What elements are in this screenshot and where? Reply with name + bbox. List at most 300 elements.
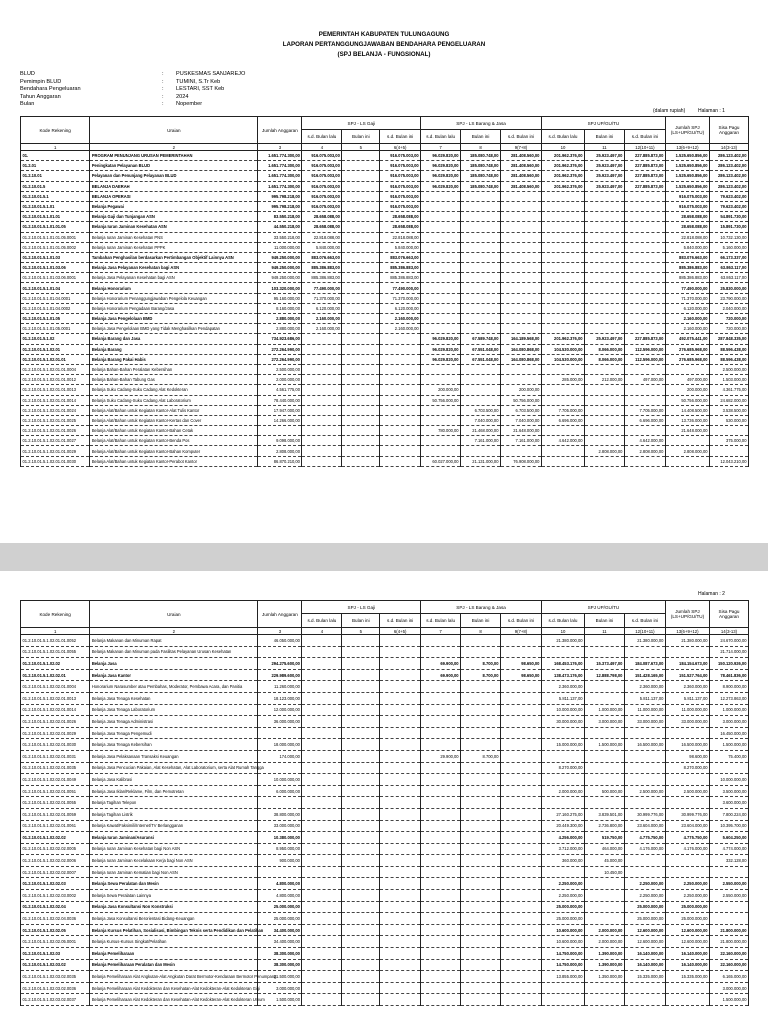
amount-cell [585, 252, 625, 262]
amount-cell [421, 436, 461, 446]
amount-cell [380, 878, 421, 890]
amount-cell [302, 808, 342, 820]
amount-cell [461, 994, 501, 1006]
amount-cell [342, 283, 380, 293]
amount-cell: 885.386.883,00 [302, 273, 342, 283]
account-code: 01.2.10.01.5.1.02.02.03.0002 [21, 890, 90, 902]
col-number: 14(3-13) [710, 144, 749, 151]
amount-cell [585, 797, 625, 809]
amount-cell [302, 890, 342, 902]
amount-cell: 25.830.000,00 [710, 283, 749, 293]
amount-cell: 497.000,00 [665, 375, 709, 385]
amount-cell: 15.335.000,00 [624, 971, 665, 983]
amount-cell: 995.798.218,00 [258, 201, 302, 211]
amount-cell [421, 232, 461, 242]
amount-cell [302, 785, 342, 797]
amount-cell: 276.685.968,00 [665, 354, 709, 364]
amount-cell [500, 843, 541, 855]
amount-cell [302, 878, 342, 890]
amount-cell: 916.075.003,00 [380, 161, 421, 171]
amount-cell [258, 727, 302, 739]
amount-cell: 164.080.868,00 [500, 354, 541, 364]
amount-cell [421, 808, 461, 820]
account-code: 01.2.01 [21, 161, 90, 171]
amount-cell: 164.189.568,00 [500, 334, 541, 344]
account-description: Belanja Alat/Bahan untuk Kegiatan Kantor-Perabot Kantor [90, 456, 258, 466]
amount-cell [380, 774, 421, 786]
amount-cell [342, 762, 380, 774]
amount-cell: 46.050.000,00 [258, 635, 302, 647]
amount-cell [541, 994, 584, 1006]
amount-cell: 227.885.873,00 [624, 171, 665, 181]
amount-cell [258, 646, 302, 658]
account-code: 01.2.10.01.5.1.01.01.05 [21, 222, 90, 232]
account-description: Belanja Sewa Peralatan dan Mesin [90, 878, 258, 890]
amount-cell [624, 762, 665, 774]
amount-cell: 103.320.000,00 [258, 283, 302, 293]
amount-cell [380, 890, 421, 902]
account-code: 01.2.10.01.5 [21, 181, 90, 191]
amount-cell [624, 263, 665, 273]
amount-cell: 25.000.000,00 [258, 913, 302, 925]
amount-cell [258, 426, 302, 436]
amount-cell [421, 901, 461, 913]
amount-cell: 185.080.748,00 [461, 171, 501, 181]
amount-cell [585, 232, 625, 242]
amount-cell: 96.029.820,00 [421, 334, 461, 344]
amount-cell [302, 436, 342, 446]
amount-cell: 1.525.650.856,00 [665, 181, 709, 191]
amount-cell [421, 913, 461, 925]
amount-cell: 15.335.000,00 [665, 971, 709, 983]
amount-cell [342, 293, 380, 303]
table-row [21, 669, 749, 681]
amount-cell [342, 716, 380, 728]
amount-cell [500, 314, 541, 324]
amount-cell: 360.000,00 [541, 855, 584, 867]
amount-cell: 18.123.000,00 [258, 692, 302, 704]
amount-cell: 2.000.000,00 [258, 375, 302, 385]
account-code: 01.2.10.01.5.1.01.03.06.0001 [21, 273, 90, 283]
amount-cell: 20.449.300,00 [541, 820, 584, 832]
amount-cell [500, 273, 541, 283]
amount-cell [421, 948, 461, 960]
amount-cell [585, 314, 625, 324]
col-number: 13(6+9+12) [665, 628, 709, 635]
amount-cell [585, 681, 625, 693]
amount-cell: 916.075.003,00 [302, 171, 342, 181]
amount-cell [461, 797, 501, 809]
amount-cell: 2.160.000,00 [380, 314, 421, 324]
table-row [21, 171, 749, 181]
amount-cell: 95.160.000,00 [258, 293, 302, 303]
amount-cell [342, 774, 380, 786]
amount-cell: 16.500.000,00 [624, 739, 665, 751]
amount-cell [302, 334, 342, 344]
amount-cell: 33.000.000,00 [258, 820, 302, 832]
col-gaji: SPJ - LS Gaji [302, 601, 421, 614]
table-row [21, 866, 749, 878]
amount-cell: 3.712.000,00 [541, 843, 584, 855]
amount-cell: 287.848.335,00 [710, 334, 749, 344]
amount-cell: 2.250.000,00 [665, 878, 709, 890]
account-code: 01.2.10.01.5.1.02.02.01.0059 [21, 808, 90, 820]
amount-cell: 2.000.000,00 [541, 785, 584, 797]
amount-cell: 286.123.402,00 [710, 161, 749, 171]
meta-value: Nopember [176, 101, 203, 108]
amount-cell [342, 635, 380, 647]
amount-cell [342, 181, 380, 191]
amount-cell: 79.623.402,00 [710, 201, 749, 211]
table-row [21, 959, 749, 971]
amount-cell [380, 982, 421, 994]
amount-cell: 63.863.117,00 [710, 263, 749, 273]
amount-cell: 15.891.730,00 [710, 222, 749, 232]
amount-cell: 5.840.000,00 [302, 242, 342, 252]
amount-cell: 23.790.000,00 [710, 293, 749, 303]
amount-cell [461, 692, 501, 704]
amount-cell [342, 750, 380, 762]
amount-cell [585, 242, 625, 252]
amount-cell: 10.600.000,00 [541, 936, 584, 948]
amount-cell [342, 426, 380, 436]
amount-cell [500, 866, 541, 878]
table-row [21, 774, 749, 786]
amount-cell [380, 913, 421, 925]
account-description: Belanja Jasa Pengelolaan BMD [90, 314, 258, 324]
account-code: 01.2.10.01.5.1.02.02.01 [21, 669, 90, 681]
account-description: Belanja Jasa Kantor [90, 669, 258, 681]
amount-cell: 96.029.820,00 [421, 354, 461, 364]
amount-cell [665, 866, 709, 878]
amount-cell [665, 646, 709, 658]
amount-cell: 227.885.873,00 [624, 151, 665, 161]
table-row [21, 293, 749, 303]
amount-cell [342, 263, 380, 273]
amount-cell [380, 948, 421, 960]
amount-cell: 883.076.663,00 [665, 252, 709, 262]
amount-cell [461, 739, 501, 751]
amount-cell: 88.596.438,00 [710, 354, 749, 364]
account-code: 01.2.10.01.5.1.02.01.01.0013 [21, 385, 90, 395]
amount-cell [541, 212, 584, 222]
account-code: 01.2.10.01.5.1.02.02.02 [21, 832, 90, 844]
table-row [21, 658, 749, 670]
amount-cell: 11.000.000,00 [624, 704, 665, 716]
amount-cell: 77.490.000,00 [302, 283, 342, 293]
amount-cell: 6.703.500,00 [461, 405, 501, 415]
amount-cell [421, 832, 461, 844]
amount-cell [380, 385, 421, 395]
amount-cell: 229.989.600,00 [258, 669, 302, 681]
amount-cell [380, 820, 421, 832]
meta-value: 2024 [176, 93, 189, 100]
amount-cell [342, 171, 380, 181]
amount-cell: 1.651.774.300,00 [258, 151, 302, 161]
amount-cell [500, 222, 541, 232]
amount-cell: 2.736.800,00 [585, 820, 625, 832]
meta-label: BLUD [20, 71, 35, 77]
amount-cell: 6.120.000,00 [380, 303, 421, 313]
account-code: 01.2.10.01.5.1.02.01.01.0024 [21, 405, 90, 415]
amount-cell [461, 375, 501, 385]
account-description: Belanja Alat/Bahan untuk Kegiatan Kantor-Benda Pos [90, 436, 258, 446]
amount-cell [342, 395, 380, 405]
amount-cell [380, 971, 421, 983]
amount-cell: 69.900,00 [421, 658, 461, 670]
amount-cell [421, 774, 461, 786]
amount-cell [541, 303, 584, 313]
amount-cell [461, 982, 501, 994]
amount-cell: 21.714.000,00 [710, 646, 749, 658]
amount-cell: 2.500.000,00 [624, 785, 665, 797]
amount-cell: 281.408.560,00 [500, 151, 541, 161]
account-description: Belanja Jasa Tenaga Kebersihan [90, 739, 258, 751]
amount-cell [624, 774, 665, 786]
amount-cell [302, 395, 342, 405]
account-description: Belanja Alat/Bahan untuk Kegiatan Kantor-Bahan Komputer [90, 446, 258, 456]
account-code: 01.2.10.01.5.1.02.02.01.0035 [21, 762, 90, 774]
amount-cell [380, 843, 421, 855]
amount-cell [585, 646, 625, 658]
amount-cell [461, 704, 501, 716]
amount-cell: 5.604.250,00 [710, 832, 749, 844]
table-row [21, 426, 749, 436]
amount-cell: 33.000.000,00 [624, 716, 665, 728]
amount-cell [342, 808, 380, 820]
amount-cell: 4.642.000,00 [541, 436, 584, 446]
col-number: 12(10+11) [624, 144, 665, 151]
amount-cell [342, 890, 380, 902]
account-description: Belanja Honorarium Pengadaan Barang/Jasa [90, 303, 258, 313]
amount-cell [380, 762, 421, 774]
amount-cell [258, 797, 302, 809]
table-row [21, 808, 749, 820]
amount-cell [421, 314, 461, 324]
amount-cell: 7.161.000,00 [500, 436, 541, 446]
amount-cell: 21.648.000,00 [665, 426, 709, 436]
amount-cell: 916.075.003,00 [380, 151, 421, 161]
amount-cell [342, 415, 380, 425]
amount-cell: 28.658.088,00 [380, 212, 421, 222]
amount-cell [380, 727, 421, 739]
account-description: Belanja Iuran Jaminan Kesehatan PNS [90, 232, 258, 242]
account-code: 01.2.10.01.5.1.02.02.01.0061 [21, 820, 90, 832]
table-row [21, 936, 749, 948]
table-row [21, 344, 749, 354]
meta-value: TUMINI, S.Tr Keb [176, 78, 221, 85]
table-row [21, 785, 749, 797]
amount-cell: 3.000.000,00 [258, 982, 302, 994]
amount-cell: 12.888.798,00 [585, 669, 625, 681]
account-description: Tambahan Penghasilan berdasarkan Pertimbangan Objektif Lainnya ASN [90, 252, 258, 262]
amount-cell [302, 646, 342, 658]
amount-cell [302, 375, 342, 385]
amount-cell [624, 385, 665, 395]
table-row [21, 716, 749, 728]
amount-cell [585, 222, 625, 232]
amount-cell: 1.651.774.300,00 [258, 161, 302, 171]
account-code: 01.2.10.01.5.1.02.01.01.0029 [21, 446, 90, 456]
amount-cell: 112.596.000,00 [624, 354, 665, 364]
col-ini: Bulan ini [585, 614, 625, 628]
account-description: Peningkatan Pelayanan BLUD [90, 161, 258, 171]
account-description: Belanja Pegawai [90, 201, 258, 211]
amount-cell [302, 426, 342, 436]
amount-cell: 916.075.003,00 [380, 181, 421, 191]
amount-cell [461, 212, 501, 222]
amount-cell [380, 344, 421, 354]
amount-cell: 2.550.000,00 [710, 890, 749, 902]
amount-cell: 949.250.000,00 [258, 252, 302, 262]
amount-cell [585, 293, 625, 303]
amount-cell: 33.000.000,00 [665, 716, 709, 728]
account-description: Belanja Jasa [90, 658, 258, 670]
amount-cell: 75.400,00 [710, 750, 749, 762]
amount-cell: 8.066.000,00 [585, 344, 625, 354]
table-row [21, 843, 749, 855]
table-row [21, 161, 749, 171]
amount-cell [302, 354, 342, 364]
table-row [21, 273, 749, 283]
amount-cell [624, 426, 665, 436]
amount-cell: 4.256.000,00 [541, 832, 584, 844]
amount-cell [461, 646, 501, 658]
col-sd-lalu: s.d. Bulan lalu [541, 614, 584, 628]
col-sisa: Sisa Pagu Anggaran [710, 601, 749, 628]
amount-cell [421, 242, 461, 252]
amount-cell: 4.176.000,00 [624, 843, 665, 855]
table-row [21, 324, 749, 334]
account-code: 01.2.10.01.5.1.02.01.01.0004 [21, 364, 90, 374]
amount-cell: 8.270.000,00 [665, 762, 709, 774]
amount-cell [624, 797, 665, 809]
amount-cell: 54.891.730,00 [710, 212, 749, 222]
col-number: 6(4+5) [380, 144, 421, 151]
account-code: 01.2.10.01.5.1.01.03.06 [21, 263, 90, 273]
amount-cell: 4.176.000,00 [665, 843, 709, 855]
amount-cell [624, 982, 665, 994]
account-description: Belanja Kursus-Kursus Singkat/Pelatihan [90, 936, 258, 948]
amount-cell [421, 982, 461, 994]
amount-cell: 104.530.000,00 [541, 344, 584, 354]
amount-cell [541, 201, 584, 211]
table-row [21, 415, 749, 425]
amount-cell: 286.123.402,00 [710, 181, 749, 191]
amount-cell: 66.173.337,00 [710, 252, 749, 262]
amount-cell: 28.658.088,00 [665, 212, 709, 222]
amount-cell [461, 959, 501, 971]
amount-cell [541, 797, 584, 809]
amount-cell [624, 395, 665, 405]
amount-cell [541, 750, 584, 762]
amount-cell [541, 866, 584, 878]
amount-cell: 916.075.003,00 [380, 191, 421, 201]
amount-cell: 916.075.003,00 [665, 201, 709, 211]
table-row [21, 762, 749, 774]
amount-cell: 12.043.210,00 [710, 456, 749, 466]
amount-cell [380, 704, 421, 716]
amount-cell [461, 232, 501, 242]
amount-cell: 185.080.748,00 [461, 181, 501, 191]
amount-cell: 16.140.000,00 [624, 959, 665, 971]
amount-cell [585, 774, 625, 786]
amount-cell [624, 242, 665, 252]
account-description: Belanja Bahan-Bahan Peralatan Kebersihan [90, 364, 258, 374]
amount-cell: 25.923.497,00 [585, 151, 625, 161]
amount-cell [302, 739, 342, 751]
amount-cell [421, 890, 461, 902]
amount-cell [500, 283, 541, 293]
amount-cell [624, 727, 665, 739]
amount-cell [380, 658, 421, 670]
account-description: Pelayanan dan Penunjang Pelayanan BLUD [90, 171, 258, 181]
table-row [21, 222, 749, 232]
amount-cell: 71.370.000,00 [380, 293, 421, 303]
amount-cell [342, 924, 380, 936]
amount-cell: 96.029.820,00 [421, 171, 461, 181]
account-code: 01.2.10.01.5.1.02.02.01.0049 [21, 774, 90, 786]
amount-cell [541, 273, 584, 283]
amount-cell: 10.732.130,00 [710, 232, 749, 242]
amount-cell [585, 263, 625, 273]
account-code: 01.2.10.01.5.1.01.01.05.0001 [21, 232, 90, 242]
amount-cell [302, 446, 342, 456]
amount-cell: 916.075.003,00 [302, 191, 342, 201]
col-up: SPJ UP/GU/TU [541, 601, 665, 614]
col-number: 1 [21, 144, 90, 151]
amount-cell: 6.696.000,00 [541, 415, 584, 425]
table-row [21, 750, 749, 762]
col-number: 1 [21, 628, 90, 635]
col-jumlah: Jumlah SPJ (LS+UP/GU/TU) [665, 117, 709, 144]
amount-cell: 1.390.000,00 [585, 948, 625, 960]
col-number: 5 [342, 628, 380, 635]
amount-cell [380, 405, 421, 415]
amount-cell: 18.000.000,00 [258, 739, 302, 751]
amount-cell [342, 681, 380, 693]
amount-cell: 286.123.402,00 [710, 171, 749, 181]
amount-cell [500, 681, 541, 693]
amount-cell: 10.000.000,00 [541, 704, 584, 716]
amount-cell [421, 797, 461, 809]
amount-cell [500, 727, 541, 739]
amount-cell [302, 924, 342, 936]
amount-cell [421, 303, 461, 313]
col-sd-ini: s.d. Bulan ini [624, 130, 665, 144]
amount-cell: 25.000.000,00 [624, 901, 665, 913]
amount-cell [461, 843, 501, 855]
account-description: Belanja Pemeliharaan Peralatan dan Mesin [90, 959, 258, 971]
amount-cell [302, 669, 342, 681]
amount-cell: 916.075.003,00 [380, 171, 421, 181]
amount-cell [461, 971, 501, 983]
amount-cell: 4.774.000,00 [710, 843, 749, 855]
amount-cell [302, 774, 342, 786]
amount-cell [500, 948, 541, 960]
amount-cell: 464.000,00 [585, 843, 625, 855]
amount-cell [461, 855, 501, 867]
col-number: 2 [90, 628, 258, 635]
amount-cell: 98.600,00 [665, 750, 709, 762]
account-code: 01.2.10.01.5.1.01.03 [21, 252, 90, 262]
amount-cell: 25.923.497,00 [585, 161, 625, 171]
table-row [21, 283, 749, 293]
amount-cell [421, 212, 461, 222]
account-code: 01.2.10.01.5.1.02.01.01.0026 [21, 426, 90, 436]
amount-cell [461, 820, 501, 832]
amount-cell: 30.999.776,00 [665, 808, 709, 820]
